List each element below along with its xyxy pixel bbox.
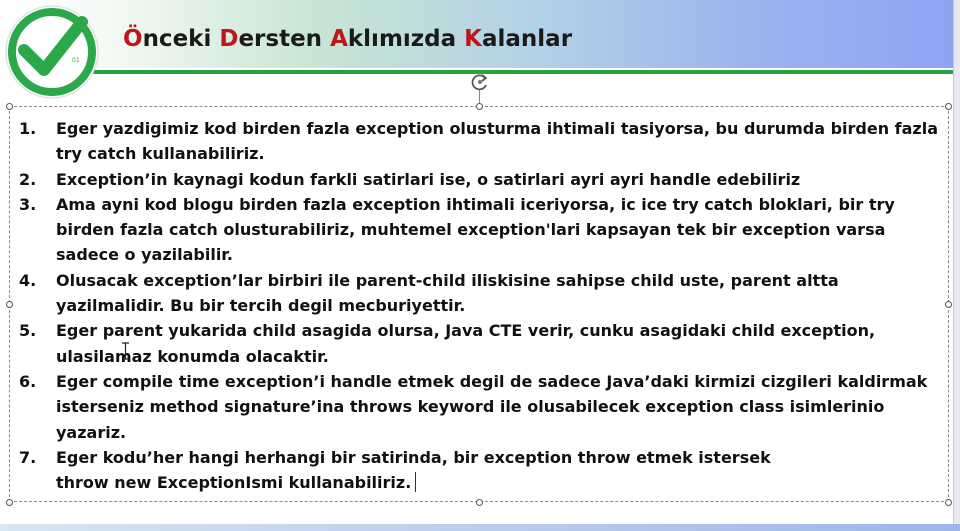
item-number: 3.	[19, 194, 37, 214]
resize-handle-top-left[interactable]	[6, 103, 13, 110]
list-item	[19, 116, 939, 167]
window-right-edge	[953, 0, 960, 531]
item-text: Eger kodu’her hangi herhangi bir satirinda, bir exception throw etmek istersek	[56, 447, 771, 467]
slide-title	[123, 26, 572, 52]
resize-handle-top-right[interactable]	[945, 103, 952, 110]
item-text: Eger compile time exception’i handle etmek degil de sadece Java’daki kirmizi cizgileri kaldirmak isterseniz method signature’ina throws keyword ile olusabilecek exception class isimlerinio yazariz.	[56, 371, 928, 442]
list-item	[19, 318, 939, 369]
logo-digits: 01	[72, 57, 80, 64]
title-word-4: Kalanlar	[464, 26, 573, 52]
item-number: 2.	[19, 169, 37, 189]
list-item	[19, 369, 939, 445]
resize-handle-right[interactable]	[945, 301, 952, 308]
footer-band	[0, 524, 960, 531]
header-divider	[60, 70, 960, 74]
rotate-handle-icon[interactable]	[470, 72, 490, 92]
resize-handle-bottom[interactable]	[476, 499, 483, 506]
checkmark-logo-icon	[2, 2, 102, 102]
resize-handle-left[interactable]	[6, 301, 13, 308]
item-number: 6.	[19, 371, 37, 391]
list-item	[19, 167, 939, 192]
ibeam-cursor-icon	[121, 342, 130, 360]
item-text: Olusacak exception’lar birbiri ile parent-child iliskisine sahipse child uste, parent altta yazilmalidir. Bu bir tercih degil mecburiyettir.	[56, 270, 839, 316]
item-number: 7.	[19, 447, 37, 467]
resize-handle-bottom-right[interactable]	[945, 499, 952, 506]
item-text: Ama ayni kod blogu birden fazla exception ihtimali iceriyorsa, ic ice try catch bloklari, bir try birden fazla catch olusturabiliriz, muhtemel exception'lari kapsayan tek bir exception varsa sadece o yazilabilir.	[56, 194, 895, 265]
item-text: Eger yazdigimiz kod birden fazla exception olusturma ihtimali tasiyorsa, bu durumda birden fazla try catch kullanabiliriz.	[56, 119, 939, 164]
item-number: 4.	[19, 270, 37, 290]
text-caret	[415, 472, 416, 492]
resize-handle-top[interactable]	[476, 103, 483, 110]
summary-list[interactable]	[19, 116, 939, 495]
title-word-3: Aklımızda	[330, 26, 465, 52]
list-item	[19, 445, 939, 496]
resize-handle-bottom-left[interactable]	[6, 499, 13, 506]
item-number: 1.	[19, 119, 37, 138]
item-text: Exception’in kaynagi kodun farkli satirlari ise, o satirlari ayri ayri handle edebiliriz	[56, 169, 801, 189]
list-item	[19, 268, 939, 319]
list-item	[19, 192, 939, 268]
item-number: 5.	[19, 321, 37, 341]
item-text-line-2: throw new ExceptionIsmi kullanabiliriz.	[56, 473, 412, 493]
title-word-1: Önceki	[123, 26, 220, 52]
title-word-2: Dersten	[219, 26, 331, 52]
item-text: Eger parent yukarida child asagida olursa, Java CTE verir, cunku asagidaki child exception, ulasilamaz konumda olacaktir.	[56, 321, 876, 366]
